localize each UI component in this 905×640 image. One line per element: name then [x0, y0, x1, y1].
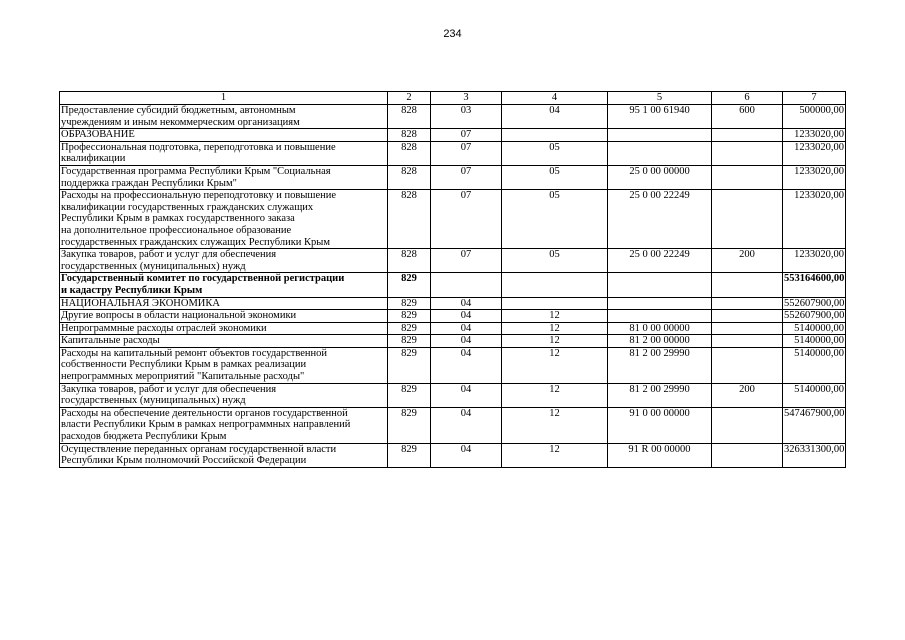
- grbs-cell: 829: [388, 383, 431, 407]
- table-row: [60, 383, 846, 407]
- section-cell: 07: [431, 165, 502, 189]
- section-cell: 04: [431, 310, 502, 323]
- description-cell: [60, 129, 388, 142]
- subsection-cell: [502, 297, 608, 310]
- header-cell: 7: [783, 92, 846, 105]
- description-line: НАЦИОНАЛЬНАЯ ЭКОНОМИКА: [61, 297, 220, 309]
- header-cell: 4: [502, 92, 608, 105]
- amount-cell: 1233020,00: [783, 165, 846, 189]
- description-line: Расходы на обеспечение деятельности органов государственной: [61, 407, 348, 419]
- description-line: квалификации: [61, 153, 126, 165]
- grbs-cell: 828: [388, 105, 431, 129]
- description-line: Непрограммные расходы отраслей экономики: [61, 322, 267, 334]
- table-row: [60, 129, 846, 142]
- grbs-cell: 829: [388, 407, 431, 443]
- grbs-cell: 828: [388, 129, 431, 142]
- description-cell: [60, 273, 388, 297]
- description-line: Республики Крым полномочий Российской Федерации: [61, 455, 307, 467]
- grbs-cell: 829: [388, 297, 431, 310]
- header-cell: 2: [388, 92, 431, 105]
- description-line: Республики Крым в рамках государственного заказа: [61, 213, 295, 225]
- section-cell: 04: [431, 297, 502, 310]
- section-cell: [431, 273, 502, 297]
- subsection-cell: 05: [502, 249, 608, 273]
- expense-type-cell: [712, 407, 783, 443]
- expense-type-cell: [712, 347, 783, 383]
- expense-type-cell: 600: [712, 105, 783, 129]
- description-cell: [60, 105, 388, 129]
- description-line: Осуществление переданных органам государственной власти: [61, 443, 337, 455]
- section-cell: 04: [431, 383, 502, 407]
- table-body: [60, 105, 846, 468]
- table-row: [60, 322, 846, 335]
- header-cell: 5: [608, 92, 712, 105]
- expense-type-cell: 200: [712, 383, 783, 407]
- subsection-cell: 12: [502, 335, 608, 348]
- section-cell: 07: [431, 190, 502, 249]
- description-line: государственных (муниципальных) нужд: [61, 260, 246, 272]
- expense-type-cell: [712, 165, 783, 189]
- description-cell: [60, 335, 388, 348]
- expense-type-cell: [712, 129, 783, 142]
- grbs-cell: 828: [388, 249, 431, 273]
- grbs-cell: 829: [388, 322, 431, 335]
- amount-cell: 553164600,00: [783, 273, 846, 297]
- table-row: [60, 165, 846, 189]
- subsection-cell: 12: [502, 383, 608, 407]
- description-cell: [60, 310, 388, 323]
- description-line: государственных (муниципальных) нужд: [61, 395, 246, 407]
- expense-type-cell: [712, 141, 783, 165]
- grbs-cell: 829: [388, 347, 431, 383]
- section-cell: 03: [431, 105, 502, 129]
- header-cell: 3: [431, 92, 502, 105]
- subsection-cell: 12: [502, 407, 608, 443]
- target-article-cell: 91 R 00 00000: [608, 443, 712, 467]
- target-article-cell: [608, 297, 712, 310]
- table-row: [60, 297, 846, 310]
- section-cell: 07: [431, 249, 502, 273]
- description-line: учреждениям и иным некоммерческим организациям: [61, 116, 300, 128]
- description-line: государственных гражданских служащих Республики Крым: [61, 236, 331, 248]
- table-row: [60, 105, 846, 129]
- header-cell: 6: [712, 92, 783, 105]
- subsection-cell: [502, 129, 608, 142]
- table-row: [60, 249, 846, 273]
- amount-cell: 5140000,00: [783, 383, 846, 407]
- amount-cell: 552607900,00: [784, 310, 845, 322]
- target-article-cell: 81 2 00 00000: [608, 335, 712, 348]
- subsection-cell: 05: [502, 165, 608, 189]
- target-article-cell: [608, 273, 712, 297]
- amount-cell: 5140000,00: [783, 322, 846, 335]
- grbs-cell: 829: [388, 310, 431, 323]
- table-row: [60, 335, 846, 348]
- table-row: [60, 443, 846, 467]
- description-line: на дополнительное профессиональное образование: [61, 224, 292, 236]
- description-cell: [60, 347, 388, 383]
- table-row: [60, 141, 846, 165]
- description-cell: [60, 141, 388, 165]
- section-cell: 04: [431, 322, 502, 335]
- description-cell: [60, 165, 388, 189]
- grbs-cell: 829: [388, 273, 431, 297]
- description-line: Закупка товаров, работ и услуг для обеспечения: [61, 249, 277, 261]
- description-line: ОБРАЗОВАНИЕ: [61, 129, 135, 141]
- subsection-cell: 12: [502, 347, 608, 383]
- description-line: поддержка граждан Республики Крым": [61, 177, 237, 189]
- amount-cell: 1233020,00: [783, 190, 846, 249]
- amount-cell: 1233020,00: [783, 129, 846, 142]
- description-line: Расходы на капитальный ремонт объектов государственной: [61, 347, 328, 359]
- description-line: квалификации государственных гражданских служащих: [61, 201, 314, 213]
- header-row: [60, 92, 846, 105]
- grbs-cell: 828: [388, 190, 431, 249]
- budget-table: [59, 91, 846, 468]
- target-article-cell: 81 2 00 29990: [608, 347, 712, 383]
- target-article-cell: [608, 129, 712, 142]
- description-line: расходов бюджета Республики Крым: [61, 431, 227, 443]
- section-cell: 04: [431, 335, 502, 348]
- section-cell: 07: [431, 129, 502, 142]
- description-cell: [60, 297, 388, 310]
- subsection-cell: 05: [502, 141, 608, 165]
- section-cell: 04: [431, 347, 502, 383]
- amount-cell: 552607900,00: [784, 297, 845, 309]
- section-cell: 04: [431, 407, 502, 443]
- subsection-cell: 12: [502, 310, 608, 323]
- amount-cell: 5140000,00: [783, 347, 846, 383]
- description-line: Государственная программа Республики Крым "Социальная: [61, 165, 331, 177]
- grbs-cell: 829: [388, 443, 431, 467]
- subsection-cell: [502, 273, 608, 297]
- amount-cell: 1233020,00: [783, 141, 846, 165]
- description-cell: [60, 190, 388, 249]
- description-line: Профессиональная подготовка, переподготовка и повышение: [61, 141, 336, 153]
- grbs-cell: 829: [388, 335, 431, 348]
- table-row: [60, 347, 846, 383]
- expense-type-cell: [712, 297, 783, 310]
- amount-cell: 1233020,00: [783, 249, 846, 273]
- section-cell: 04: [431, 443, 502, 467]
- subsection-cell: 05: [502, 190, 608, 249]
- subsection-cell: 12: [502, 322, 608, 335]
- amount-cell: 500000,00: [783, 105, 846, 129]
- target-article-cell: 25 0 00 22249: [608, 190, 712, 249]
- description-line: Другие вопросы в области национальной экономики: [61, 310, 297, 322]
- description-line: Государственный комитет по государственной регистрации: [61, 273, 345, 285]
- expense-type-cell: [712, 310, 783, 323]
- target-article-cell: [608, 141, 712, 165]
- page-number: 234: [443, 28, 462, 40]
- description-cell: [60, 407, 388, 443]
- target-article-cell: 81 0 00 00000: [608, 322, 712, 335]
- expense-type-cell: 200: [712, 249, 783, 273]
- table-row: [60, 273, 846, 297]
- subsection-cell: 12: [502, 443, 608, 467]
- expense-type-cell: [712, 335, 783, 348]
- amount-cell: 326331300,00: [783, 443, 846, 467]
- description-cell: [60, 249, 388, 273]
- section-cell: 07: [431, 141, 502, 165]
- target-article-cell: 91 0 00 00000: [608, 407, 712, 443]
- description-cell: [60, 322, 388, 335]
- description-line: непрограммных мероприятий "Капитальные расходы": [61, 371, 305, 383]
- expense-type-cell: [712, 443, 783, 467]
- description-cell: [60, 383, 388, 407]
- table-row: [60, 310, 846, 323]
- description-line: и кадастру Республики Крым: [61, 284, 203, 296]
- description-line: собственности Республики Крым в рамках реализации: [61, 359, 307, 371]
- description-line: Капитальные расходы: [61, 335, 160, 347]
- expense-type-cell: [712, 273, 783, 297]
- target-article-cell: 95 1 00 61940: [608, 105, 712, 129]
- description-line: Предоставление субсидий бюджетным, автономным: [61, 105, 296, 116]
- description-line: Расходы на профессиональную переподготовку и повышение: [61, 190, 337, 202]
- grbs-cell: 828: [388, 165, 431, 189]
- table-row: [60, 190, 846, 249]
- subsection-cell: 04: [502, 105, 608, 129]
- description-line: власти Республики Крым в рамках непрограммных направлений: [61, 419, 351, 431]
- description-cell: [60, 443, 388, 467]
- grbs-cell: 828: [388, 141, 431, 165]
- amount-cell: 5140000,00: [783, 335, 846, 348]
- target-article-cell: 25 0 00 00000: [608, 165, 712, 189]
- amount-cell: 547467900,00: [783, 407, 846, 443]
- table-row: [60, 407, 846, 443]
- expense-type-cell: [712, 190, 783, 249]
- description-line: Закупка товаров, работ и услуг для обеспечения: [61, 383, 277, 395]
- target-article-cell: 81 2 00 29990: [608, 383, 712, 407]
- target-article-cell: [608, 310, 712, 323]
- expense-type-cell: [712, 322, 783, 335]
- header-cell: 1: [60, 92, 388, 105]
- target-article-cell: 25 0 00 22249: [608, 249, 712, 273]
